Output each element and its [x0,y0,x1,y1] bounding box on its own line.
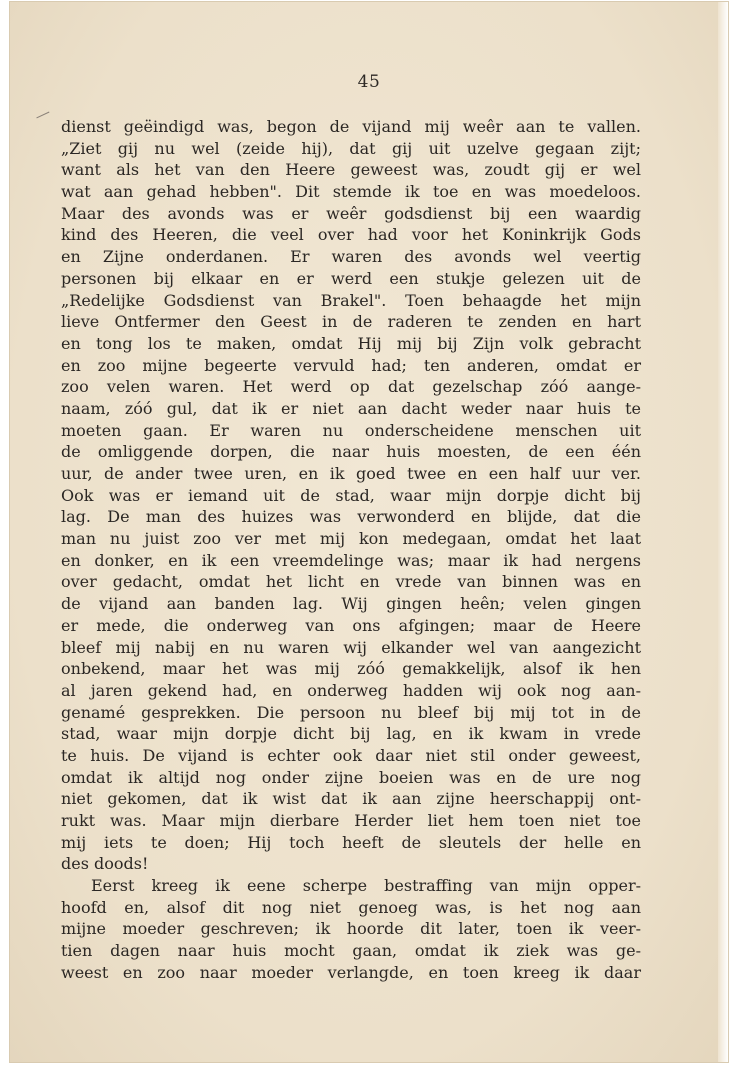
text-line: niet gekomen, dat ik wist dat ik aan zijne heerschappij ont- [61,789,641,809]
body-text [61,116,641,984]
text-line: „Ziet gij nu wel (zeide hij), dat gij uit uzelve gegaan zijt; [61,138,641,158]
text-line: uur, de ander twee uren, en ik goed twee en een half uur ver. [61,464,641,483]
text-line: Maar des avonds was er weêr godsdienst bij een waardig [61,203,641,223]
text-line: omdat ik altijd nog onder zijne boeien was en de ure nog [61,767,641,787]
text-line: stad, waar mijn dorpje dicht bij lag, en ik kwam in vrede [61,724,641,744]
text-line: weest en zoo naar moeder verlangde, en toen kreeg ik daar [61,962,641,982]
text-line: te huis. De vijand is echter ook daar niet stil onder geweest, [61,745,641,765]
text-line: mijne moeder geschreven; ik hoorde dit later, toen ik veer- [61,919,641,939]
text-line: moeten gaan. Er waren nu onderscheidene menschen uit [61,420,641,440]
text-line: wat aan gehad hebben". Dit stemde ik toe en was moedeloos. [61,182,641,202]
text-line: Ook was er iemand uit de stad, waar mijn dorpje dicht bij [61,485,641,505]
text-line: al jaren gekend had, en onderweg hadden wij ook nog aan- [61,680,641,700]
text-line: rukt was. Maar mijn dierbare Herder liet hem toen niet toe [61,811,641,830]
text-line: „Redelijke Godsdienst van Brakel". Toen behaagde het mijn [61,290,641,310]
text-line: de omliggende dorpen, die naar huis moesten, de een één [61,442,641,462]
text-line: er mede, die onderweg van ons afgingen; maar de Heere [61,615,641,635]
page-number: 45 [357,72,381,92]
text-line: naam, zóó gul, dat ik er niet aan dacht weder naar huis te [61,398,641,418]
text-line: zoo velen waren. Het werd op dat gezelschap zóó aange- [61,377,641,397]
text-line: Eerst kreeg ik eene scherpe bestraffing van mijn opper- [91,876,641,896]
text-line: kind des Heeren, die veel over had voor het Koninkrijk Gods [61,225,641,245]
book-page [10,2,728,1062]
text-line: tien dagen naar huis mocht gaan, omdat ik ziek was ge- [61,941,641,961]
text-line: en donker, en ik een vreemdelinge was; maar ik had nergens [61,550,641,570]
text-line: lieve Ontfermer den Geest in de raderen te zenden en hart [61,312,641,332]
text-line: man nu juist zoo ver met mij kon medegaan, omdat het laat [61,529,641,549]
text-line: personen bij elkaar en er werd een stukje gelezen uit de [61,268,641,288]
text-line: want als het van den Heere geweest was, zoudt gij er wel [61,160,641,180]
text-line: hoofd en, alsof dit nog niet genoeg was, is het nog aan [61,897,641,917]
text-line: de vijand aan banden lag. Wij gingen heên; velen gingen [61,594,641,614]
text-line: en tong los te maken, omdat Hij mij bij Zijn volk gebracht [61,333,641,353]
text-line: des doods! [61,854,149,874]
text-line: en zoo mijne begeerte vervuld had; ten anderen, omdat er [61,355,641,375]
page-edge [718,2,728,1062]
text-line: bleef mij nabij en nu waren wij elkander wel van aangezicht [61,637,641,657]
text-line: mij iets te doen; Hij toch heeft de sleutels der helle en [61,832,641,852]
text-line: lag. De man des huizes was verwonderd en blijde, dat die [61,507,641,527]
text-line: over gedacht, omdat het licht en vrede van binnen was en [61,572,641,592]
text-line: genamé gesprekken. Die persoon nu bleef bij mij tot in de [61,702,641,722]
margin-mark [36,112,53,128]
text-line: onbekend, maar het was mij zóó gemakkelijk, alsof ik hen [61,659,641,679]
text-line: en Zijne onderdanen. Er waren des avonds wel veertig [61,247,641,267]
text-line: dienst geëindigd was, begon de vijand mij weêr aan te vallen. [61,117,641,136]
